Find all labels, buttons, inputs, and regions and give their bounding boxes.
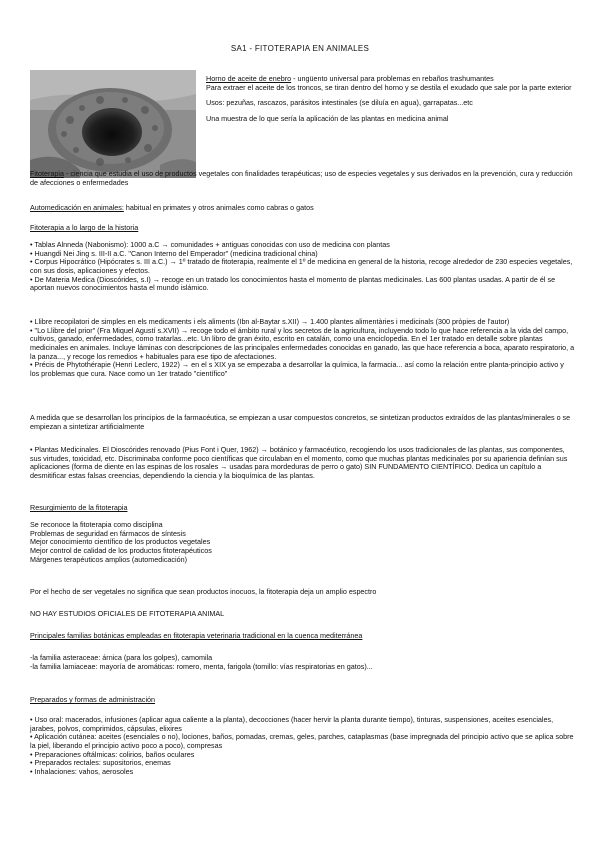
list-item: Mejor control de calidad de los productos fitoterapéuticos: [30, 545, 212, 555]
plantas-medicinales-paragraph: • Plantas Medicinales. El Dioscórides renovado (Pius Font i Quer, 1962) → botánico y farmacéutico, recogiendo los usos tradicionales de las plantas, sus componentes, sus virtudes, toxicidad, etc. Discriminaba conforme poco científicas que circulaban en el momento, como que muchas plantas medicinales por su apariencia definían sus aplicaciones (forma de diente en las espinas de los rosales → usadas para mordeduras de perro o gato) SIN FUNDAMENTO CIENTÍFICO. Dedica un capítulo a desmitificar estas falsas creencias, dependiendo la ciencia y la bioquímica de las plantas.: [30, 445, 568, 480]
list-item: • Huangdi Nei Jing s. III-II a.C. "Canon Interno del Emperador" (medicina tradicional china): [30, 248, 318, 258]
list-item: • Corpus Hipocrático (Hipócrates s. III a.C.) → 1º tratado de fitoterapia, realmente el 1º de medicina en general de la historia, recoge alrededor de 230 especies vegetales, con sus dosis, aplicaciones y efectos.: [30, 257, 573, 275]
list-item: • Précis de Phytothérapie (Henri Leclerc, 1922) → en el s XIX ya se empezaba a desarrollar la química, la farmacia... así como la relación entre planta-principio activo y los problemas que cura. Nace como un 1er tratado "científico": [30, 360, 564, 378]
juniper-oil-oven-photo: [30, 70, 196, 178]
list-item: • Preparados rectales: supositorios, enemas: [30, 758, 171, 768]
farmaceutica-paragraph: A medida que se desarrollan los principios de la farmacéutica, se empiezan a usar compuestos concretos, se sintetizan productos extraídos de las plantas/minerales o se empiezan a sintetizar artificialmente: [30, 413, 571, 431]
fitoterapia-definition: [30, 170, 575, 187]
list-item: Problemas de seguridad en fármacos de síntesis: [30, 528, 186, 538]
familias-list: [30, 654, 575, 671]
list-item: • De Materia Medica (Dioscórides, s.I) → recoge en un tratado los conocimientos hasta el momento de plantas medicinales. Las 600 plantas usadas. A partir de él se aportan nuevos conocimientos hasta el mundo islámico.: [30, 274, 556, 293]
intro-line-3: Usos: pezuñas, rascazos, parásitos intestinales (se diluía en agua), garrapatas...etc: [206, 98, 473, 108]
preparados-list: [30, 716, 575, 776]
intro-line-4: Una muestra de lo que sería la aplicación de las plantas en medicina animal: [206, 113, 449, 123]
list-item: • Uso oral: macerados, infusiones (aplicar agua caliente a la planta), decocciones (hacer hervir la planta durante tiempo), tinturas, suspensiones, aceites esenciales, jarabes, polvos, comprimidos, cápsulas, elixires: [30, 715, 554, 733]
list-item: Mejor conocimiento científico de los productos vegetales: [30, 537, 211, 547]
history-list-2: [30, 318, 575, 378]
list-item: Márgenes terapéuticos amplios (automedicación): [30, 554, 188, 564]
history-list: [30, 241, 575, 293]
horno-term: Horno de aceite de enebro: [206, 74, 292, 83]
no-hay-estudios: NO HAY ESTUDIOS OFICIALES DE FITOTERAPIA ANIMAL: [30, 609, 225, 618]
document-title: SA1 - FITOTERAPIA EN ANIMALES: [230, 44, 370, 53]
vegetales-paragraph: Por el hecho de ser vegetales no significa que sean productos inocuos, la fitoterapia deja un amplio espectro: [30, 587, 377, 596]
list-item: • "Lo Llibre del prior" (Fra Miquel Agustí s.XVII) → recoge todo el ámbito rural y los secretos de la agricultura, incluyendo todo lo que hace referencia a la vida del campo, cultivos, ganado, enfermedades, como tratarlas...etc. Un libro de gran éxito, escrito en catalán, como una enciclopedia. En el 1er tratado en detalle sobre plantas medicinales en animales. Incluye láminas con descripciones de las principales enfermedades conocidas en ganado, las que hace referencia a boca, aparato respiratorio, a la panza..., y recoge los remedios + habituales para ese tipo de afectaciones.: [30, 325, 575, 361]
list-item: • Aplicación cutánea: aceites (esenciales o no), lociones, baños, pomadas, cremas, geles, parches, cataplasmas (base impregnada del principio activo que se aplica sobre la piel, liberando el principio activo poco a poco), compresas: [30, 732, 574, 750]
history-heading: Fitoterapia a lo largo de la historia: [30, 223, 139, 232]
list-item: • Tablas Alnneda (Nabonismo): 1000 a.C → comunidades + antiguas conocidas con uso de medicina con plantas: [30, 240, 390, 249]
list-item: Se reconoce la fitoterapia como disciplina: [30, 520, 163, 529]
fitoterapia-def: - ciencia que estudia el uso de productos vegetales con finalidades terapéuticas; uso de especies vegetales y sus derivados en la prevención, cura y reducción de afecciones o enfermedades: [30, 169, 573, 187]
intro-line-2: Para extraer el aceite de los troncos, se tiran dentro del horno y se destila el exudado que sale por la parte exterior: [206, 82, 572, 92]
fitoterapia-term: Fitoterapia: [30, 169, 64, 178]
resurgimiento-heading: Resurgimiento de la fitoterapia: [30, 503, 128, 512]
automed-term: Automedicación en animales:: [30, 203, 124, 212]
intro-block: [206, 75, 576, 131]
intro-line-1: [206, 75, 576, 92]
automed-text: habitual en primates y otros animales como cabras o gatos: [123, 203, 314, 212]
list-item: -la familia lamiaceae: mayoría de aromáticas: romero, menta, farigola (tomillo: vías respiratorias en gatos)...: [30, 661, 373, 671]
preparados-heading: Preparados y formas de administración: [30, 695, 156, 704]
resurgimiento-list: [30, 521, 575, 564]
list-item: • Llibre recopilatori de simples en els medicaments i els aliments (Ibn al-Baytar s.XII) → 1.400 plantes alimentàries i medicinals (300 pròpies de l'autor): [30, 317, 510, 326]
horno-text: - ungüento universal para problemas en rebaños trashumantes: [291, 74, 494, 83]
list-item: • Inhalaciones: vahos, aerosoles: [30, 766, 134, 776]
list-item: -la familia asteraceae: árnica (para los golpes), camomila: [30, 653, 213, 662]
familias-heading: Principales familias botánicas empleadas en fitoterapia veterinaria tradicional en la cuenca mediterránea: [30, 631, 363, 640]
list-item: • Preparaciones oftálmicas: colirios, baños oculares: [30, 749, 195, 759]
automedicacion: [30, 204, 575, 213]
